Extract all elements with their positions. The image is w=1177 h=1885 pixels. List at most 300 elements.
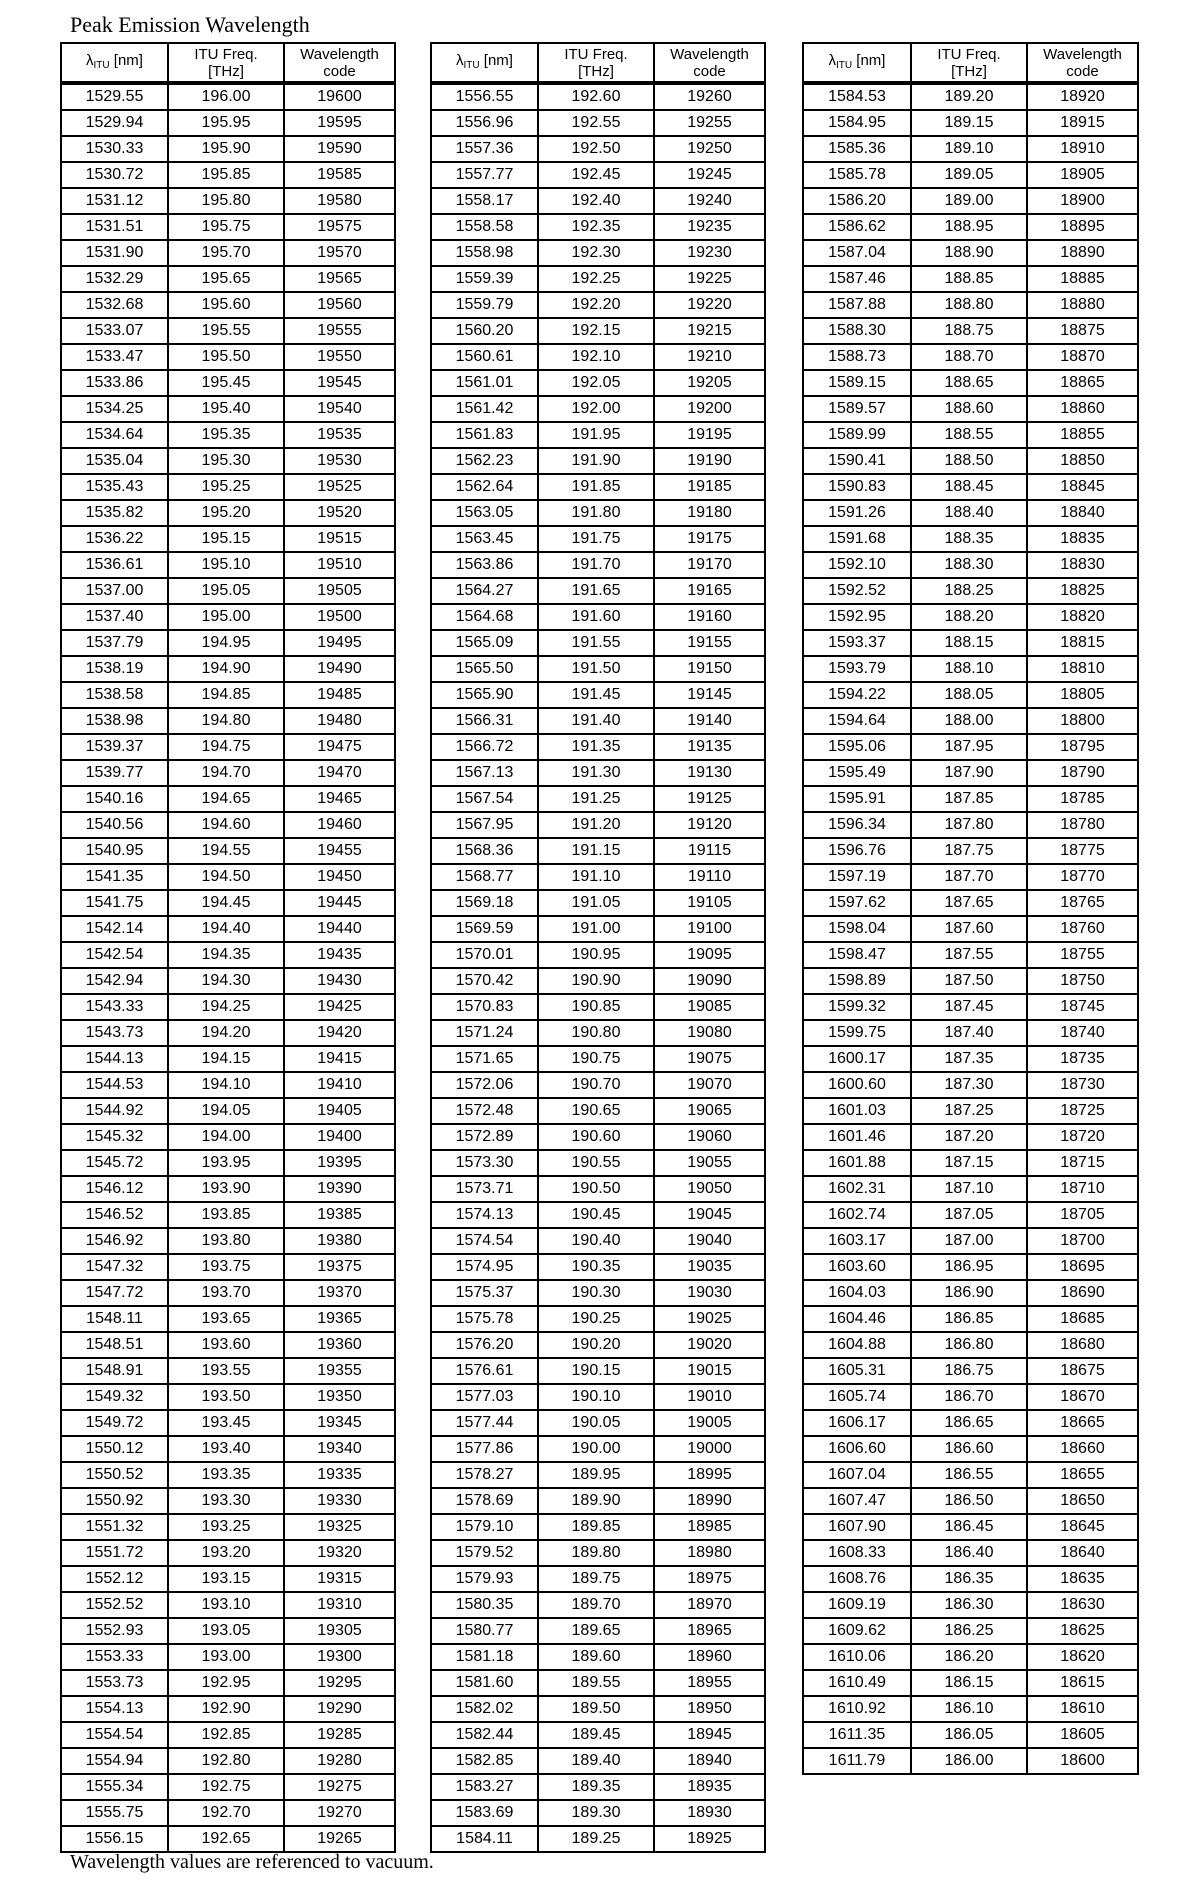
table-row xyxy=(802,1437,1139,1463)
itu-frequency-thz-cell: 189.15 xyxy=(912,111,1028,137)
table-row xyxy=(60,735,396,761)
wavelength-code-cell: 18745 xyxy=(1028,995,1139,1021)
wavelength-nm-cell: 1571.65 xyxy=(430,1047,539,1073)
itu-frequency-thz-cell: 190.50 xyxy=(539,1177,655,1203)
wavelength-table-1 xyxy=(60,42,396,1853)
itu-frequency-thz-cell: 187.80 xyxy=(912,813,1028,839)
table-row xyxy=(430,1515,766,1541)
header-freq-line1: ITU Freq. xyxy=(194,45,258,63)
table-row xyxy=(430,1541,766,1567)
itu-frequency-thz-cell: 194.90 xyxy=(169,657,285,683)
wavelength-nm-cell: 1608.33 xyxy=(802,1541,912,1567)
itu-frequency-thz-cell: 188.25 xyxy=(912,579,1028,605)
table-row xyxy=(430,1255,766,1281)
table-row xyxy=(430,1645,766,1671)
table-row xyxy=(430,943,766,969)
table-row xyxy=(802,787,1139,813)
wavelength-nm-cell: 1546.92 xyxy=(60,1229,169,1255)
wavelength-code-cell: 19080 xyxy=(655,1021,766,1047)
itu-frequency-thz-cell: 190.10 xyxy=(539,1385,655,1411)
table-row xyxy=(60,1775,396,1801)
table-row xyxy=(60,865,396,891)
lambda-unit: [nm] xyxy=(852,51,886,69)
wavelength-nm-cell: 1610.06 xyxy=(802,1645,912,1671)
wavelength-nm-cell: 1532.29 xyxy=(60,267,169,293)
wavelength-code-cell: 18895 xyxy=(1028,215,1139,241)
itu-frequency-thz-cell: 191.60 xyxy=(539,605,655,631)
table-row xyxy=(430,1359,766,1385)
itu-frequency-thz-cell: 194.35 xyxy=(169,943,285,969)
wavelength-code-cell: 19490 xyxy=(285,657,396,683)
wavelength-nm-cell: 1572.06 xyxy=(430,1073,539,1099)
itu-frequency-thz-cell: 189.75 xyxy=(539,1567,655,1593)
itu-frequency-thz-cell: 195.95 xyxy=(169,111,285,137)
itu-frequency-thz-cell: 195.05 xyxy=(169,579,285,605)
itu-frequency-thz-cell: 188.60 xyxy=(912,397,1028,423)
wavelength-code-cell: 19555 xyxy=(285,319,396,345)
wavelength-code-cell: 18885 xyxy=(1028,267,1139,293)
wavelength-code-cell: 18940 xyxy=(655,1749,766,1775)
itu-frequency-thz-cell: 193.70 xyxy=(169,1281,285,1307)
table-row xyxy=(430,579,766,605)
itu-frequency-thz-cell: 191.85 xyxy=(539,475,655,501)
itu-frequency-thz-cell: 189.30 xyxy=(539,1801,655,1827)
itu-frequency-thz-cell: 191.80 xyxy=(539,501,655,527)
itu-frequency-thz-cell: 193.90 xyxy=(169,1177,285,1203)
itu-frequency-thz-cell: 186.75 xyxy=(912,1359,1028,1385)
wavelength-nm-cell: 1563.45 xyxy=(430,527,539,553)
wavelength-code-cell: 18665 xyxy=(1028,1411,1139,1437)
table-row xyxy=(430,605,766,631)
itu-frequency-thz-cell: 192.90 xyxy=(169,1697,285,1723)
wavelength-nm-cell: 1562.23 xyxy=(430,449,539,475)
itu-frequency-thz-cell: 191.35 xyxy=(539,735,655,761)
wavelength-code-cell: 19315 xyxy=(285,1567,396,1593)
itu-frequency-thz-cell: 195.40 xyxy=(169,397,285,423)
wavelength-nm-cell: 1573.30 xyxy=(430,1151,539,1177)
itu-frequency-thz-cell: 187.90 xyxy=(912,761,1028,787)
table-row xyxy=(802,553,1139,579)
wavelength-code-cell: 18905 xyxy=(1028,163,1139,189)
wavelength-nm-cell: 1598.04 xyxy=(802,917,912,943)
wavelength-code-cell: 18725 xyxy=(1028,1099,1139,1125)
table-row xyxy=(802,1723,1139,1749)
table-row xyxy=(60,709,396,735)
wavelength-code-cell: 19515 xyxy=(285,527,396,553)
wavelength-code-cell: 18770 xyxy=(1028,865,1139,891)
table-row xyxy=(60,319,396,345)
table-row xyxy=(60,345,396,371)
wavelength-nm-cell: 1565.09 xyxy=(430,631,539,657)
wavelength-nm-cell: 1550.12 xyxy=(60,1437,169,1463)
wavelength-nm-cell: 1579.52 xyxy=(430,1541,539,1567)
table-row xyxy=(430,1697,766,1723)
itu-frequency-thz-cell: 194.70 xyxy=(169,761,285,787)
wavelength-code-cell: 18790 xyxy=(1028,761,1139,787)
header-code-line1: Wavelength xyxy=(1043,45,1122,63)
header-freq-line2: [THz] xyxy=(578,62,614,80)
table-row xyxy=(802,1359,1139,1385)
table-row xyxy=(802,995,1139,1021)
table-row xyxy=(802,969,1139,995)
itu-frequency-thz-cell: 190.15 xyxy=(539,1359,655,1385)
wavelength-code-cell: 19370 xyxy=(285,1281,396,1307)
wavelength-code-cell: 19035 xyxy=(655,1255,766,1281)
table-row xyxy=(60,1281,396,1307)
wavelength-nm-cell: 1533.07 xyxy=(60,319,169,345)
itu-frequency-thz-cell: 187.45 xyxy=(912,995,1028,1021)
wavelength-nm-cell: 1538.98 xyxy=(60,709,169,735)
itu-frequency-thz-cell: 192.25 xyxy=(539,267,655,293)
table-row xyxy=(430,1437,766,1463)
wavelength-code-cell: 18800 xyxy=(1028,709,1139,735)
wavelength-nm-cell: 1607.47 xyxy=(802,1489,912,1515)
wavelength-code-cell: 19090 xyxy=(655,969,766,995)
wavelength-code-cell: 19195 xyxy=(655,423,766,449)
wavelength-nm-cell: 1594.64 xyxy=(802,709,912,735)
table-row xyxy=(60,1645,396,1671)
wavelength-nm-cell: 1577.03 xyxy=(430,1385,539,1411)
wavelength-code-cell: 19165 xyxy=(655,579,766,605)
wavelength-table-2 xyxy=(430,42,766,1853)
header-code-line2: code xyxy=(1066,62,1099,80)
itu-frequency-thz-cell: 186.25 xyxy=(912,1619,1028,1645)
table-row xyxy=(430,735,766,761)
wavelength-nm-cell: 1597.19 xyxy=(802,865,912,891)
wavelength-code-cell: 19455 xyxy=(285,839,396,865)
table-row xyxy=(802,1619,1139,1645)
table-row xyxy=(430,423,766,449)
itu-frequency-thz-cell: 195.20 xyxy=(169,501,285,527)
wavelength-nm-cell: 1552.93 xyxy=(60,1619,169,1645)
table-row xyxy=(60,683,396,709)
itu-frequency-thz-cell: 195.25 xyxy=(169,475,285,501)
wavelength-table-3 xyxy=(802,42,1139,1775)
wavelength-nm-cell: 1548.51 xyxy=(60,1333,169,1359)
wavelength-nm-cell: 1591.26 xyxy=(802,501,912,527)
wavelength-nm-cell: 1552.52 xyxy=(60,1593,169,1619)
wavelength-code-cell: 19420 xyxy=(285,1021,396,1047)
wavelength-nm-cell: 1599.75 xyxy=(802,1021,912,1047)
wavelength-code-cell: 19065 xyxy=(655,1099,766,1125)
wavelength-code-cell: 19445 xyxy=(285,891,396,917)
wavelength-code-cell: 19345 xyxy=(285,1411,396,1437)
wavelength-code-cell: 18945 xyxy=(655,1723,766,1749)
wavelength-nm-cell: 1579.93 xyxy=(430,1567,539,1593)
wavelength-code-cell: 19430 xyxy=(285,969,396,995)
itu-frequency-thz-cell: 190.90 xyxy=(539,969,655,995)
wavelength-nm-cell: 1604.46 xyxy=(802,1307,912,1333)
table-row xyxy=(802,1463,1139,1489)
itu-frequency-thz-cell: 193.50 xyxy=(169,1385,285,1411)
wavelength-code-cell: 18730 xyxy=(1028,1073,1139,1099)
wavelength-nm-cell: 1567.54 xyxy=(430,787,539,813)
itu-frequency-thz-cell: 193.30 xyxy=(169,1489,285,1515)
wavelength-nm-cell: 1584.95 xyxy=(802,111,912,137)
wavelength-code-cell: 19480 xyxy=(285,709,396,735)
itu-frequency-thz-cell: 194.25 xyxy=(169,995,285,1021)
itu-frequency-thz-cell: 192.05 xyxy=(539,371,655,397)
wavelength-nm-cell: 1542.54 xyxy=(60,943,169,969)
itu-frequency-thz-cell: 195.80 xyxy=(169,189,285,215)
wavelength-code-cell: 19500 xyxy=(285,605,396,631)
header-freq-line1: ITU Freq. xyxy=(564,45,628,63)
itu-frequency-thz-cell: 194.75 xyxy=(169,735,285,761)
itu-frequency-thz-cell: 190.60 xyxy=(539,1125,655,1151)
wavelength-code-cell: 19185 xyxy=(655,475,766,501)
table-row xyxy=(802,1411,1139,1437)
wavelength-nm-cell: 1605.74 xyxy=(802,1385,912,1411)
wavelength-nm-cell: 1590.41 xyxy=(802,449,912,475)
itu-frequency-thz-cell: 194.55 xyxy=(169,839,285,865)
wavelength-code-cell: 19575 xyxy=(285,215,396,241)
itu-frequency-thz-cell: 186.30 xyxy=(912,1593,1028,1619)
table-row xyxy=(60,1489,396,1515)
wavelength-code-cell: 19050 xyxy=(655,1177,766,1203)
wavelength-code-cell: 18920 xyxy=(1028,83,1139,111)
itu-frequency-thz-cell: 188.00 xyxy=(912,709,1028,735)
table-row xyxy=(430,137,766,163)
wavelength-code-cell: 18635 xyxy=(1028,1567,1139,1593)
wavelength-nm-cell: 1540.95 xyxy=(60,839,169,865)
wavelength-code-cell: 19040 xyxy=(655,1229,766,1255)
table-row xyxy=(430,1177,766,1203)
table-row xyxy=(802,1515,1139,1541)
itu-frequency-thz-cell: 191.50 xyxy=(539,657,655,683)
itu-frequency-thz-cell: 193.85 xyxy=(169,1203,285,1229)
table-row xyxy=(430,1021,766,1047)
itu-frequency-thz-cell: 189.20 xyxy=(912,83,1028,111)
wavelength-code-cell: 19450 xyxy=(285,865,396,891)
wavelength-code-cell: 19365 xyxy=(285,1307,396,1333)
itu-frequency-thz-cell: 194.45 xyxy=(169,891,285,917)
wavelength-code-cell: 19215 xyxy=(655,319,766,345)
lambda-symbol: λ xyxy=(828,51,837,69)
header-wavelength-code xyxy=(285,42,396,83)
wavelength-nm-cell: 1610.49 xyxy=(802,1671,912,1697)
wavelength-nm-cell: 1572.48 xyxy=(430,1099,539,1125)
wavelength-code-cell: 19145 xyxy=(655,683,766,709)
lambda-subscript: ITU xyxy=(93,59,110,71)
wavelength-code-cell: 19025 xyxy=(655,1307,766,1333)
table-row xyxy=(60,1749,396,1775)
table-row xyxy=(430,449,766,475)
wavelength-nm-cell: 1602.31 xyxy=(802,1177,912,1203)
itu-frequency-thz-cell: 189.40 xyxy=(539,1749,655,1775)
wavelength-nm-cell: 1535.82 xyxy=(60,501,169,527)
wavelength-code-cell: 18870 xyxy=(1028,345,1139,371)
table-row xyxy=(802,241,1139,267)
itu-frequency-thz-cell: 187.10 xyxy=(912,1177,1028,1203)
table-row xyxy=(60,267,396,293)
wavelength-nm-cell: 1544.92 xyxy=(60,1099,169,1125)
wavelength-code-cell: 18685 xyxy=(1028,1307,1139,1333)
wavelength-nm-cell: 1559.39 xyxy=(430,267,539,293)
wavelength-code-cell: 18670 xyxy=(1028,1385,1139,1411)
table-row xyxy=(430,501,766,527)
wavelength-nm-cell: 1560.20 xyxy=(430,319,539,345)
itu-frequency-thz-cell: 195.15 xyxy=(169,527,285,553)
wavelength-nm-cell: 1604.88 xyxy=(802,1333,912,1359)
itu-frequency-thz-cell: 187.35 xyxy=(912,1047,1028,1073)
wavelength-code-cell: 18690 xyxy=(1028,1281,1139,1307)
wavelength-nm-cell: 1564.68 xyxy=(430,605,539,631)
wavelength-nm-cell: 1550.92 xyxy=(60,1489,169,1515)
table-row xyxy=(430,1567,766,1593)
table-row xyxy=(430,83,766,111)
wavelength-code-cell: 19585 xyxy=(285,163,396,189)
wavelength-code-cell: 18805 xyxy=(1028,683,1139,709)
wavelength-code-cell: 19380 xyxy=(285,1229,396,1255)
table-row xyxy=(802,1749,1139,1775)
wavelength-nm-cell: 1538.19 xyxy=(60,657,169,683)
wavelength-nm-cell: 1596.76 xyxy=(802,839,912,865)
itu-frequency-thz-cell: 189.60 xyxy=(539,1645,655,1671)
wavelength-nm-cell: 1541.35 xyxy=(60,865,169,891)
itu-frequency-thz-cell: 189.55 xyxy=(539,1671,655,1697)
table-row xyxy=(802,917,1139,943)
table-row xyxy=(60,397,396,423)
lambda-subscript: ITU xyxy=(836,59,853,71)
table-row xyxy=(802,189,1139,215)
wavelength-code-cell: 19470 xyxy=(285,761,396,787)
wavelength-code-cell: 19320 xyxy=(285,1541,396,1567)
itu-frequency-thz-cell: 188.65 xyxy=(912,371,1028,397)
wavelength-nm-cell: 1608.76 xyxy=(802,1567,912,1593)
wavelength-nm-cell: 1577.44 xyxy=(430,1411,539,1437)
wavelength-code-cell: 18795 xyxy=(1028,735,1139,761)
wavelength-nm-cell: 1566.72 xyxy=(430,735,539,761)
itu-frequency-thz-cell: 187.20 xyxy=(912,1125,1028,1151)
wavelength-code-cell: 18930 xyxy=(655,1801,766,1827)
wavelength-nm-cell: 1569.18 xyxy=(430,891,539,917)
lambda-symbol: λ xyxy=(456,51,464,69)
table-row xyxy=(802,1541,1139,1567)
header-row xyxy=(802,42,1139,83)
table-row xyxy=(60,787,396,813)
wavelength-code-cell: 19125 xyxy=(655,787,766,813)
table-row xyxy=(430,1827,766,1853)
wavelength-code-cell: 19210 xyxy=(655,345,766,371)
wavelength-code-cell: 19225 xyxy=(655,267,766,293)
table-row xyxy=(60,657,396,683)
wavelength-code-cell: 19010 xyxy=(655,1385,766,1411)
itu-frequency-thz-cell: 190.45 xyxy=(539,1203,655,1229)
wavelength-nm-cell: 1595.06 xyxy=(802,735,912,761)
itu-frequency-thz-cell: 194.10 xyxy=(169,1073,285,1099)
wavelength-code-cell: 19130 xyxy=(655,761,766,787)
wavelength-code-cell: 19560 xyxy=(285,293,396,319)
itu-frequency-thz-cell: 186.90 xyxy=(912,1281,1028,1307)
table-row xyxy=(430,1775,766,1801)
wavelength-code-cell: 19275 xyxy=(285,1775,396,1801)
wavelength-code-cell: 18620 xyxy=(1028,1645,1139,1671)
page-title: Peak Emission Wavelength xyxy=(70,12,310,37)
table-row xyxy=(802,111,1139,137)
itu-frequency-thz-cell: 193.00 xyxy=(169,1645,285,1671)
wavelength-code-cell: 19240 xyxy=(655,189,766,215)
table-row xyxy=(430,1073,766,1099)
wavelength-code-cell: 19055 xyxy=(655,1151,766,1177)
wavelength-nm-cell: 1601.88 xyxy=(802,1151,912,1177)
itu-frequency-thz-cell: 188.15 xyxy=(912,631,1028,657)
wavelength-code-cell: 19505 xyxy=(285,579,396,605)
wavelength-nm-cell: 1549.72 xyxy=(60,1411,169,1437)
itu-frequency-thz-cell: 196.00 xyxy=(169,83,285,111)
wavelength-nm-cell: 1574.95 xyxy=(430,1255,539,1281)
wavelength-code-cell: 19100 xyxy=(655,917,766,943)
table-row xyxy=(60,1307,396,1333)
table-row xyxy=(60,1463,396,1489)
wavelength-nm-cell: 1529.55 xyxy=(60,83,169,111)
table-row xyxy=(60,83,396,111)
wavelength-nm-cell: 1561.42 xyxy=(430,397,539,423)
itu-frequency-thz-cell: 189.80 xyxy=(539,1541,655,1567)
wavelength-code-cell: 18720 xyxy=(1028,1125,1139,1151)
wavelength-code-cell: 19260 xyxy=(655,83,766,111)
wavelength-nm-cell: 1579.10 xyxy=(430,1515,539,1541)
wavelength-nm-cell: 1558.17 xyxy=(430,189,539,215)
wavelength-nm-cell: 1551.72 xyxy=(60,1541,169,1567)
itu-frequency-thz-cell: 195.50 xyxy=(169,345,285,371)
wavelength-code-cell: 18845 xyxy=(1028,475,1139,501)
table-row xyxy=(60,917,396,943)
table-row xyxy=(430,891,766,917)
wavelength-code-cell: 18835 xyxy=(1028,527,1139,553)
wavelength-nm-cell: 1584.53 xyxy=(802,83,912,111)
wavelength-nm-cell: 1535.43 xyxy=(60,475,169,501)
itu-frequency-thz-cell: 195.10 xyxy=(169,553,285,579)
header-code-line1: Wavelength xyxy=(670,45,749,63)
itu-frequency-thz-cell: 187.25 xyxy=(912,1099,1028,1125)
table-row xyxy=(802,1385,1139,1411)
table-row xyxy=(430,631,766,657)
wavelength-code-cell: 19525 xyxy=(285,475,396,501)
table-row xyxy=(60,163,396,189)
itu-frequency-thz-cell: 188.05 xyxy=(912,683,1028,709)
wavelength-nm-cell: 1582.02 xyxy=(430,1697,539,1723)
wavelength-nm-cell: 1542.14 xyxy=(60,917,169,943)
itu-frequency-thz-cell: 191.95 xyxy=(539,423,655,449)
itu-frequency-thz-cell: 188.80 xyxy=(912,293,1028,319)
wavelength-code-cell: 19140 xyxy=(655,709,766,735)
itu-frequency-thz-cell: 186.20 xyxy=(912,1645,1028,1671)
wavelength-code-cell: 18630 xyxy=(1028,1593,1139,1619)
itu-frequency-thz-cell: 186.85 xyxy=(912,1307,1028,1333)
table-row xyxy=(60,215,396,241)
wavelength-code-cell: 19590 xyxy=(285,137,396,163)
wavelength-nm-cell: 1534.25 xyxy=(60,397,169,423)
wavelength-nm-cell: 1582.85 xyxy=(430,1749,539,1775)
wavelength-code-cell: 19350 xyxy=(285,1385,396,1411)
wavelength-code-cell: 19170 xyxy=(655,553,766,579)
wavelength-code-cell: 18915 xyxy=(1028,111,1139,137)
itu-frequency-thz-cell: 190.40 xyxy=(539,1229,655,1255)
table-row xyxy=(60,1437,396,1463)
wavelength-code-cell: 18875 xyxy=(1028,319,1139,345)
itu-frequency-thz-cell: 190.55 xyxy=(539,1151,655,1177)
wavelength-code-cell: 19220 xyxy=(655,293,766,319)
itu-frequency-thz-cell: 191.20 xyxy=(539,813,655,839)
table-row xyxy=(60,1125,396,1151)
wavelength-nm-cell: 1545.32 xyxy=(60,1125,169,1151)
itu-frequency-thz-cell: 190.20 xyxy=(539,1333,655,1359)
wavelength-code-cell: 19155 xyxy=(655,631,766,657)
wavelength-nm-cell: 1540.16 xyxy=(60,787,169,813)
wavelength-code-cell: 19465 xyxy=(285,787,396,813)
itu-frequency-thz-cell: 190.70 xyxy=(539,1073,655,1099)
wavelength-nm-cell: 1596.34 xyxy=(802,813,912,839)
